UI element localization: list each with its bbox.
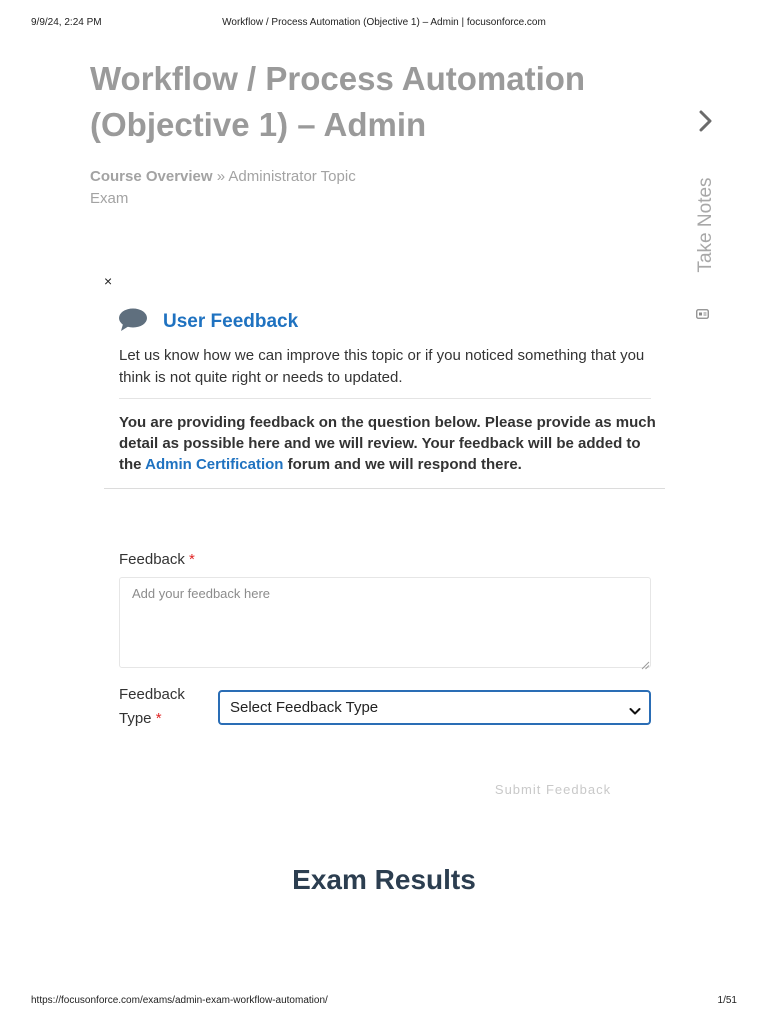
admin-certification-link[interactable]: Admin Certification bbox=[145, 456, 284, 473]
print-date: 9/9/24, 2:24 PM bbox=[31, 17, 102, 28]
chat-bubble-icon bbox=[118, 308, 148, 332]
feedback-field-label bbox=[119, 548, 195, 572]
exam-results-heading: Exam Results bbox=[292, 864, 476, 895]
take-notes-tab[interactable] bbox=[682, 177, 730, 273]
feedback-note bbox=[119, 412, 659, 475]
print-page-number: 1/51 bbox=[717, 995, 737, 1006]
page-title: Workflow / Process Automation (Objective 1) – Admin bbox=[90, 60, 586, 143]
close-feedback-button[interactable]: × bbox=[104, 273, 113, 289]
print-title: Workflow / Process Automation (Objective 1) – Admin | focusonforce.com bbox=[222, 17, 546, 28]
feedback-label-text: Feedback bbox=[119, 551, 185, 568]
breadcrumb-course-overview-link[interactable]: Course Overview bbox=[90, 168, 213, 185]
feedback-heading: User Feedback bbox=[163, 311, 299, 332]
required-marker: * bbox=[155, 710, 162, 727]
feedback-type-selected: Select Feedback Type bbox=[230, 699, 379, 716]
feedback-note-text: You are providing feedback on the question below. Please provide as much detail as possible here and we will review. Your feedback will be added to the bbox=[119, 414, 656, 473]
required-marker: * bbox=[189, 551, 195, 568]
breadcrumb bbox=[90, 166, 390, 210]
print-url: https://focusonforce.com/exams/admin-exam-workflow-automation/ bbox=[31, 995, 328, 1006]
feedback-type-label bbox=[119, 683, 209, 731]
feedback-type-select[interactable] bbox=[218, 690, 651, 725]
notes-card-icon[interactable] bbox=[696, 306, 709, 316]
feedback-note-text-end: forum and we will respond there. bbox=[283, 456, 522, 473]
divider bbox=[119, 398, 651, 399]
breadcrumb-current: Administrator Topic Exam bbox=[90, 168, 356, 207]
chevron-right-icon[interactable] bbox=[695, 108, 717, 134]
feedback-textarea[interactable] bbox=[119, 577, 651, 668]
submit-feedback-button[interactable]: Submit Feedback bbox=[480, 776, 626, 804]
feedback-intro: Let us know how we can improve this topic or if you noticed something that you think is not quite right or needs to updated. bbox=[119, 347, 645, 386]
take-notes-label: Take Notes bbox=[695, 177, 716, 273]
print-footer bbox=[31, 995, 737, 1009]
feedback-type-label-text: Feedback Type bbox=[119, 686, 185, 727]
print-header bbox=[31, 17, 737, 31]
divider bbox=[104, 488, 665, 489]
breadcrumb-separator: » bbox=[212, 168, 229, 185]
chevron-down-icon bbox=[629, 703, 641, 713]
resize-grip-icon[interactable] bbox=[641, 657, 650, 666]
